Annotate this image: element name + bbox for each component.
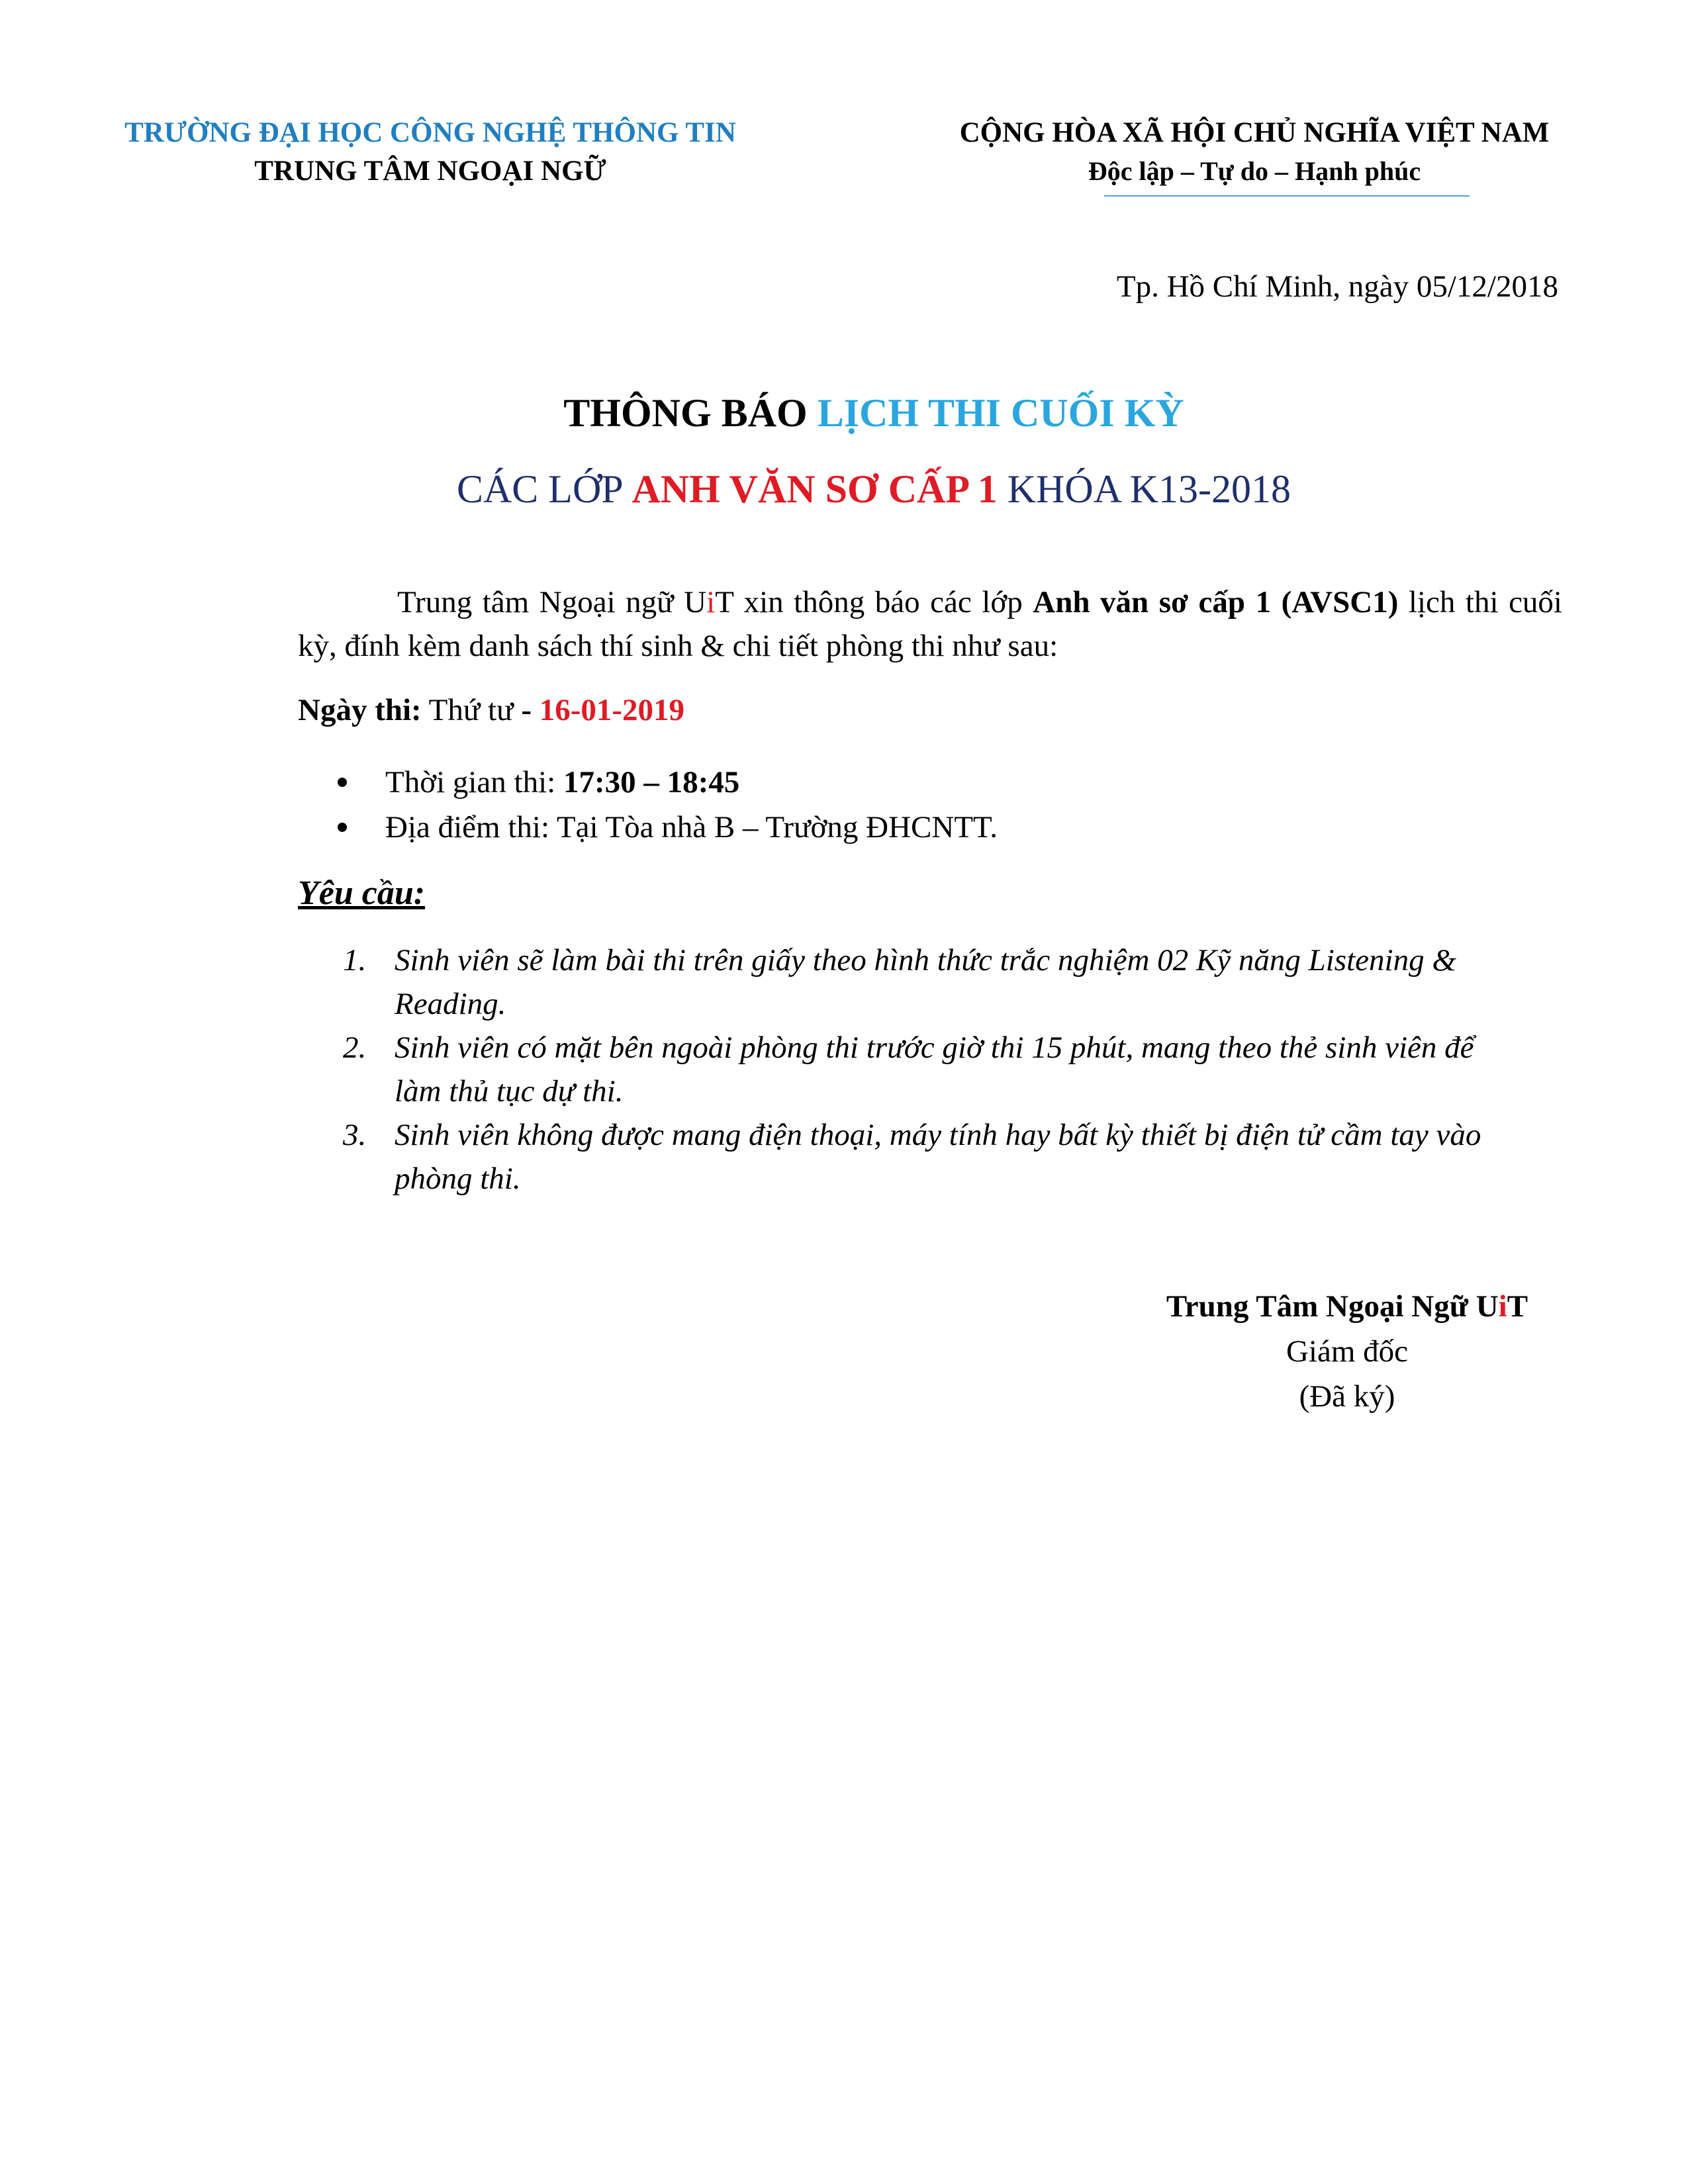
- intro-text-2: T xin thông báo các lớp: [715, 585, 1033, 619]
- item-number: 3.: [343, 1118, 367, 1152]
- bullet-icon: [338, 778, 347, 787]
- header-right: [914, 114, 1595, 191]
- exam-details: [338, 760, 998, 850]
- list-item: [338, 760, 998, 805]
- time-label: Thời gian thi:: [385, 765, 556, 799]
- exam-date-label: Ngày thi:: [298, 693, 422, 727]
- subtitle-course: ANH VĂN SƠ CẤP 1: [632, 467, 998, 511]
- exam-date-value: 16-01-2019: [539, 693, 685, 727]
- intro-text-3: lịch thi cuối kỳ, đính kèm danh sách thí sinh & chi tiết phòng thi như sau:: [298, 585, 1562, 663]
- item-text: Sinh viên có mặt bên ngoài phòng thi trước giờ thi 15 phút, mang theo thẻ sinh viên để làm thủ tục dự thi.: [395, 1030, 1474, 1109]
- time-value: 17:30 – 18:45: [563, 765, 740, 799]
- requirements-list: [343, 938, 1495, 1201]
- national-motto: Độc lập – Tự do – Hạnh phúc: [1088, 156, 1421, 186]
- list-item: [338, 805, 998, 850]
- signature-org-i: i: [1498, 1289, 1507, 1324]
- bullet-icon: [338, 823, 347, 832]
- location-text: Địa điểm thi: Tại Tòa nhà B – Trường ĐHCNTT.: [385, 810, 998, 844]
- signature-status: (Đã ký): [1299, 1379, 1395, 1414]
- signature-role: Giám đốc: [1286, 1334, 1409, 1369]
- signature-org-t: T: [1507, 1289, 1528, 1324]
- header-left: [99, 114, 761, 191]
- list-item: [343, 1026, 1495, 1113]
- motto-underline: [1104, 195, 1470, 197]
- title-line-1: [0, 390, 1688, 436]
- list-item: [343, 1113, 1495, 1201]
- signature-block: [1013, 1284, 1681, 1419]
- school-name: TRƯỜNG ĐẠI HỌC CÔNG NGHỆ THÔNG TIN: [124, 117, 736, 148]
- subtitle-prefix: CÁC LỚP: [456, 467, 632, 511]
- item-number: 1.: [343, 943, 367, 978]
- item-text: Sinh viên không được mang điện thoại, máy tính hay bất kỳ thiết bị điện tử cầm tay vào phòng thi.: [395, 1118, 1481, 1196]
- intro-course-name: Anh văn sơ cấp 1 (AVSC1): [1033, 585, 1399, 619]
- list-item: [343, 938, 1495, 1026]
- item-number: 2.: [343, 1030, 367, 1065]
- title-line-2: [0, 467, 1688, 512]
- item-text: Sinh viên sẽ làm bài thi trên giấy theo hình thức trắc nghiệm 02 Kỹ năng Listening & Reading.: [395, 943, 1456, 1021]
- signature-org-text: Trung Tâm Ngoại Ngữ U: [1166, 1289, 1499, 1324]
- requirements-title: Yêu cầu:: [298, 874, 426, 912]
- date-line: Tp. Hồ Chí Minh, ngày 05/12/2018: [1116, 269, 1558, 304]
- title-highlight: LỊCH THI CUỐI KỲ: [817, 391, 1184, 435]
- nation-name: CỘNG HÒA XÃ HỘI CHỦ NGHĨA VIỆT NAM: [959, 117, 1550, 148]
- intro-uit-i: i: [706, 585, 716, 619]
- exam-date-line: [298, 692, 684, 728]
- subtitle-suffix: KHÓA K13-2018: [997, 467, 1291, 511]
- intro-text-1: Trung tâm Ngoại ngữ U: [397, 585, 707, 619]
- center-name: TRUNG TÂM NGOẠI NGỮ: [254, 156, 606, 187]
- exam-date-dash: -: [521, 693, 539, 727]
- intro-paragraph: [298, 580, 1562, 668]
- signature-org: [1013, 1284, 1681, 1329]
- title-prefix: THÔNG BÁO: [563, 391, 818, 435]
- exam-weekday: Thứ tư: [421, 693, 522, 727]
